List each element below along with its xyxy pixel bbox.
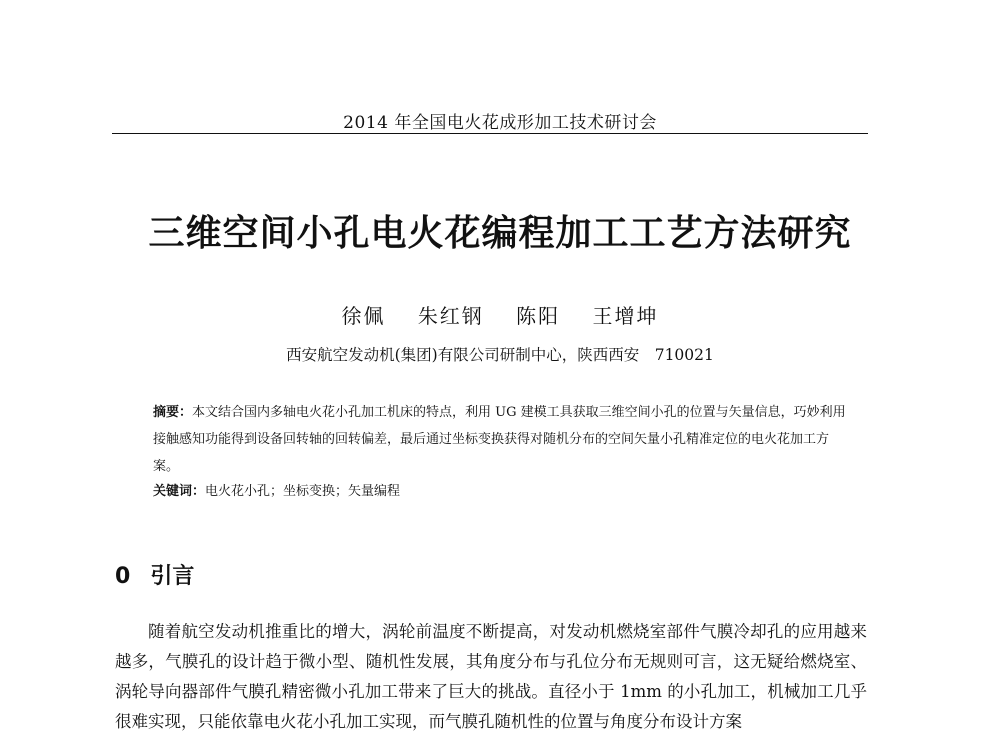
abstract-label: 摘要： bbox=[153, 405, 193, 420]
section-heading bbox=[115, 559, 194, 590]
author-name: 徐佩 bbox=[341, 304, 386, 328]
section-title: 引言 bbox=[150, 564, 195, 589]
body-paragraph: 随着航空发动机推重比的增大，涡轮前温度不断提高，对发动机燃烧室部件气膜冷却孔的应用越来越多，气膜孔的设计趋于微小型、随机性发展，其角度分布与孔位分布无规则可言，这无疑给燃烧室、涡轮导向器部件气膜孔精密微小孔加工带来了巨大的挑战。直径小于 1mm 的小孔加工，机械加工几乎很难实现，只能依靠电火花小孔加工实现，而气膜孔随机性的位置与角度分布设计方案 bbox=[115, 622, 867, 731]
author-name: 陈阳 bbox=[516, 304, 561, 328]
header-rule bbox=[112, 133, 868, 134]
author-name: 朱红钢 bbox=[417, 304, 484, 328]
author-name: 王增坤 bbox=[592, 304, 659, 328]
author-list bbox=[0, 300, 1000, 329]
paper-title: 三维空间小孔电火花编程加工工艺方法研究 bbox=[148, 213, 852, 254]
abstract bbox=[153, 399, 853, 480]
section-number: 0 bbox=[115, 564, 131, 589]
affiliation: 西安航空发动机(集团)有限公司研制中心，陕西西安 710021 bbox=[286, 346, 714, 364]
keywords bbox=[153, 481, 853, 503]
abstract-text: 本文结合国内多轴电火花小孔加工机床的特点，利用 UG 建模工具获取三维空间小孔的位置与矢量信息，巧妙利用接触感知功能得到设备回转轴的回转偏差，最后通过坐标变换获得对随机分布的空间矢量小孔精准定位的电火花加工方案。 bbox=[153, 405, 846, 474]
keywords-text: 电火花小孔；坐标变换；矢量编程 bbox=[205, 484, 401, 499]
keywords-label: 关键词： bbox=[153, 484, 206, 499]
conference-header: 2014 年全国电火花成形加工技术研讨会 bbox=[343, 113, 657, 133]
